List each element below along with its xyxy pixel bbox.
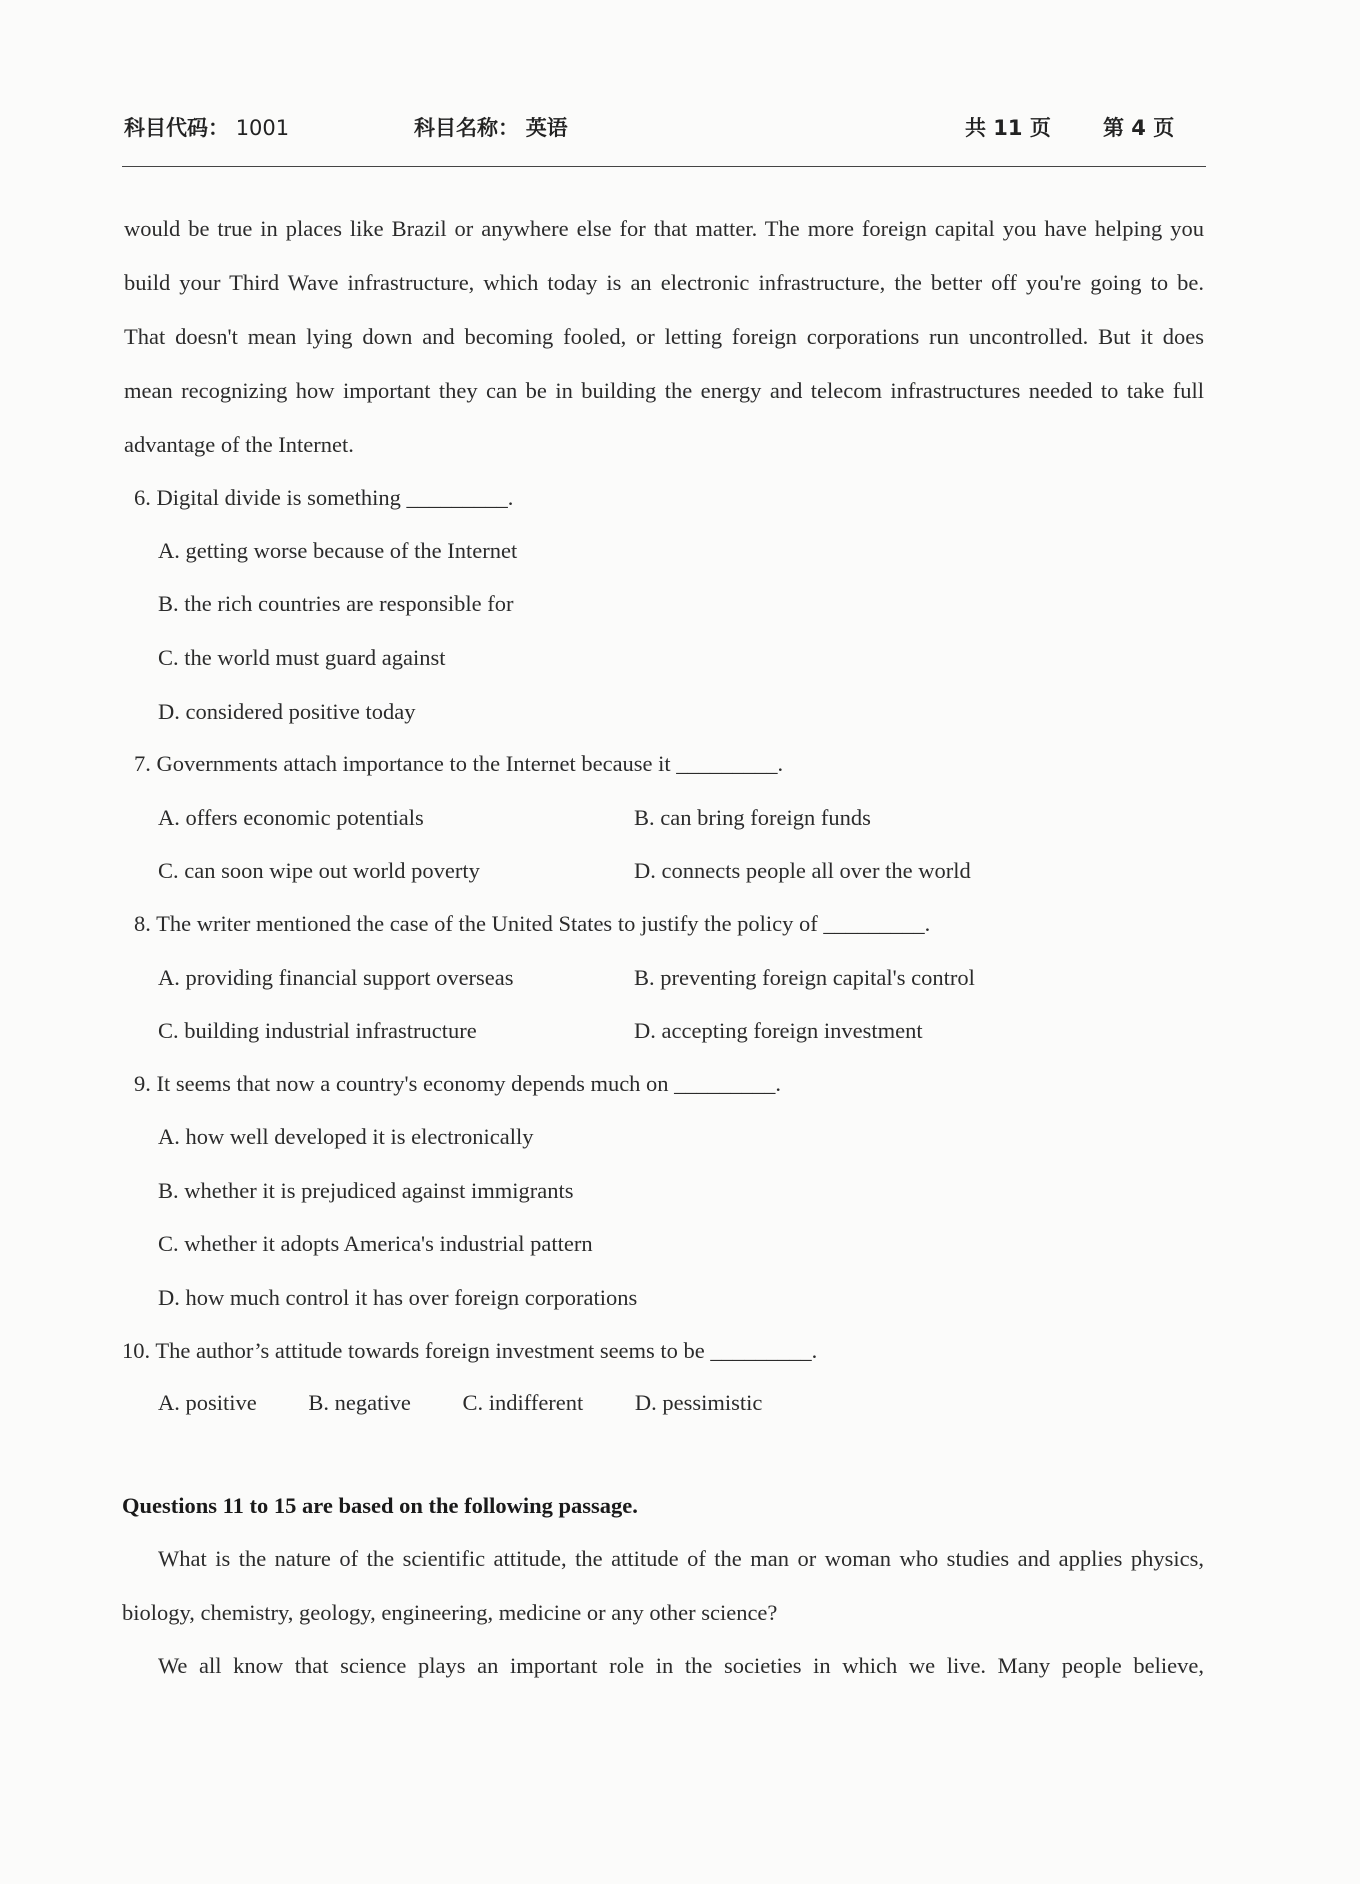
question-7-option-c: C. can soon wipe out world poverty	[158, 858, 480, 883]
question-7-stem: 7. Governments attach importance to the Internet because it _________.	[134, 751, 784, 776]
question-6-option-b: B. the rich countries are responsible for	[158, 591, 514, 616]
question-8-option-b: B. preventing foreign capital's control	[634, 965, 975, 990]
subject-code-label: 科目代码：	[124, 116, 229, 140]
question-10-option-a: A. positive	[158, 1390, 257, 1415]
total-pages: 共 11 页	[965, 116, 1051, 140]
question-8-option-a: A. providing financial support overseas	[158, 965, 514, 990]
subject-code	[124, 112, 289, 142]
question-10-stem: 10. The author’s attitude towards foreign investment seems to be _________.	[122, 1338, 818, 1363]
passage-line: That doesn't mean lying down and becoming fooled, or letting foreign corporations run uncontrolled. But it does	[124, 324, 1204, 349]
subject-name-label: 科目名称：	[414, 116, 519, 140]
question-9-stem: 9. It seems that now a country's economy depends much on _________.	[134, 1071, 782, 1096]
section-heading: Questions 11 to 15 are based on the following passage.	[122, 1493, 638, 1518]
question-6-option-d: D. considered positive today	[158, 699, 416, 724]
question-6-option-a: A. getting worse because of the Internet	[158, 538, 518, 563]
question-6-stem: 6. Digital divide is something _________.	[134, 485, 514, 510]
subject-code-value: 1001	[235, 116, 290, 140]
passage2-line: What is the nature of the scientific attitude, the attitude of the man or woman who studies and applies physics,	[158, 1546, 1204, 1571]
question-10-option-b: B. negative	[308, 1390, 411, 1415]
question-9-option-d: D. how much control it has over foreign corporations	[158, 1285, 638, 1310]
question-7-option-b: B. can bring foreign funds	[634, 805, 871, 830]
passage-line: build your Third Wave infrastructure, which today is an electronic infrastructure, the better off you're going to be.	[124, 270, 1204, 295]
subject-name-value: 英语	[525, 116, 568, 140]
passage-line: advantage of the Internet.	[124, 432, 354, 457]
question-7-option-d: D. connects people all over the world	[634, 858, 971, 883]
question-10-options	[158, 1390, 808, 1416]
question-6-option-c: C. the world must guard against	[158, 645, 446, 670]
current-page: 第 4 页	[1103, 116, 1175, 140]
header-rule	[122, 166, 1206, 167]
subject-name	[414, 112, 568, 142]
question-8-option-d: D. accepting foreign investment	[634, 1018, 923, 1043]
question-10-option-d: D. pessimistic	[634, 1390, 763, 1415]
passage-line: would be true in places like Brazil or anywhere else for that matter. The more foreign capital you have helping you	[124, 216, 1204, 241]
passage2-line: We all know that science plays an important role in the societies in which we live. Many people believe,	[158, 1653, 1204, 1678]
passage-line: mean recognizing how important they can be in building the energy and telecom infrastructures needed to take full	[124, 378, 1204, 403]
question-9-option-c: C. whether it adopts America's industrial pattern	[158, 1231, 593, 1256]
question-8-option-c: C. building industrial infrastructure	[158, 1018, 477, 1043]
question-8-stem: 8. The writer mentioned the case of the United States to justify the policy of _________.	[134, 911, 931, 936]
passage2-line: biology, chemistry, geology, engineering, medicine or any other science?	[122, 1600, 778, 1625]
question-9-option-a: A. how well developed it is electronically	[158, 1124, 534, 1149]
question-9-option-b: B. whether it is prejudiced against immigrants	[158, 1178, 574, 1203]
question-10-option-c: C. indifferent	[462, 1390, 584, 1415]
question-7-option-a: A. offers economic potentials	[158, 805, 424, 830]
